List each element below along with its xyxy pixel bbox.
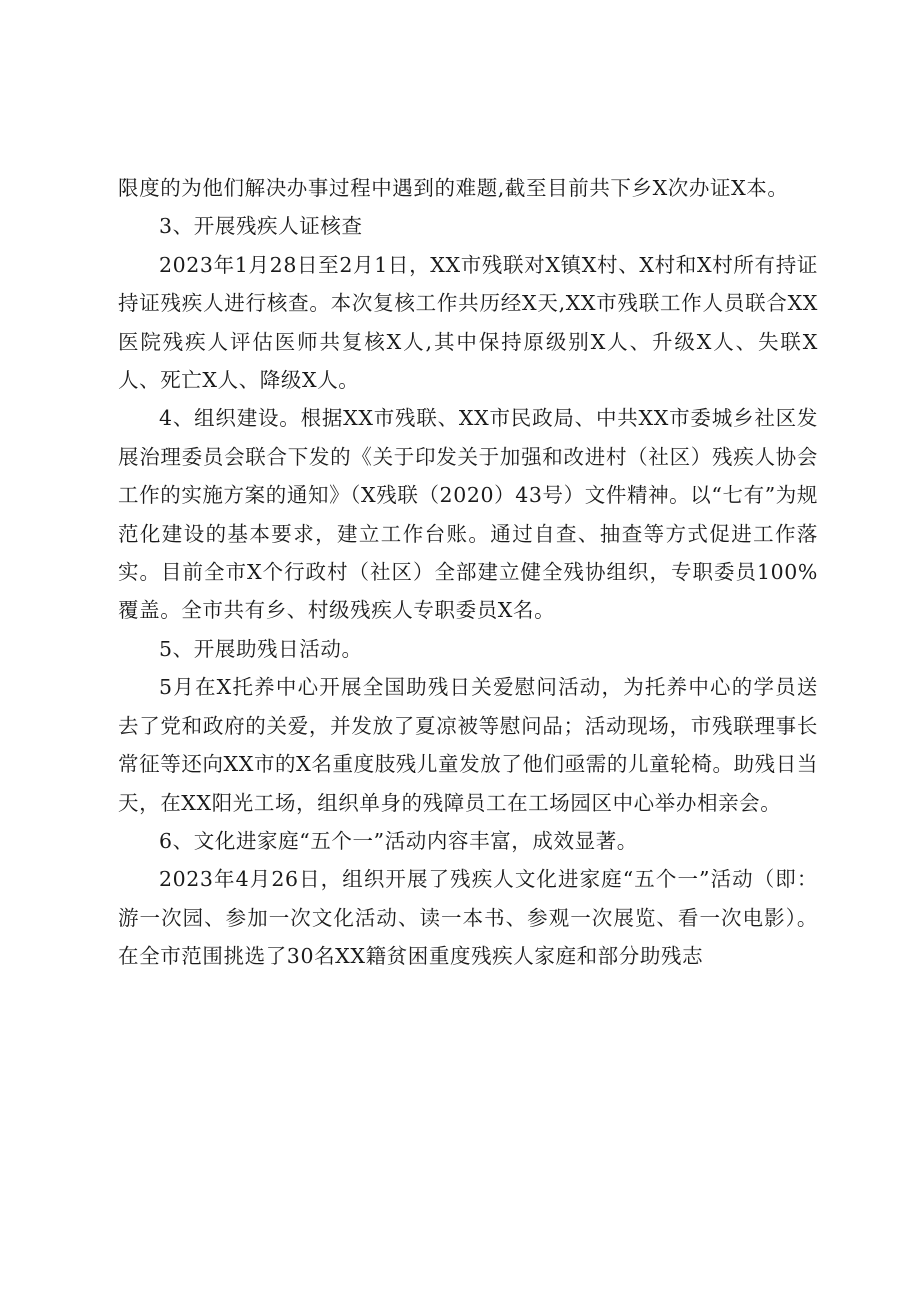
paragraph-disability-day: 5月在X托养中心开展全国助残日关爱慰问活动，为托养中心的学员送去了党和政府的关爱，并发放了夏凉被等慰问品；活动现场，市残联理事长常征等还向XX市的X名重度肢残儿童发放了他们亟需的儿童轮椅。助残日当天，在XX阳光工场，组织单身的残障员工在工场园区中心举办相亲会。 xyxy=(118,675,818,815)
section-heading-6: 6、文化进家庭“五个一”活动内容丰富，成效显著。 xyxy=(159,828,638,853)
paragraph-certificate-review: 2023年1月28日至2月1日，XX市残联对X镇X村、X村和X村所有持证持证残疾人进行核查。本次复核工作共历经X天,XX市残联工作人员联合XX医院残疾人评估医师共复核X人,其中保持原级别X人、升级X人、失联X人、死亡X人、降级X人。 xyxy=(118,252,818,393)
document-body xyxy=(118,169,818,976)
section-heading-3: 3、开展残疾人证核查 xyxy=(159,214,363,239)
paragraph-culture-activity: 2023年4月26日，组织开展了残疾人文化进家庭“五个一”活动（即：游一次园、参加一次文化活动、读一本书、参观一次展览、看一次电影）。在全市范围挑选了30名XX籍贫困重度残疾人家庭和部分助残志 xyxy=(118,867,818,969)
section-heading-5: 5、开展助残日活动。 xyxy=(159,636,363,661)
paragraph-continuation: 限度的为他们解决办事过程中遇到的难题,截至目前共下乡X次办证X本。 xyxy=(118,176,789,200)
paragraph-organization-building: 4、组织建设。根据XX市残联、XX市民政局、中共XX市委城乡社区发展治理委员会联合下发的《关于印发关于加强和改进村（社区）残疾人协会工作的实施方案的通知》（X残联（2020）43号）文件精神。以“七有”为规范化建设的基本要求，建立工作台账。通过自查、抽查等方式促进工作落实。目前全市X个行政村（社区）全部建立健全残协组织，专职委员100%覆盖。全市共有乡、村级残疾人专职委员X名。 xyxy=(118,406,818,623)
